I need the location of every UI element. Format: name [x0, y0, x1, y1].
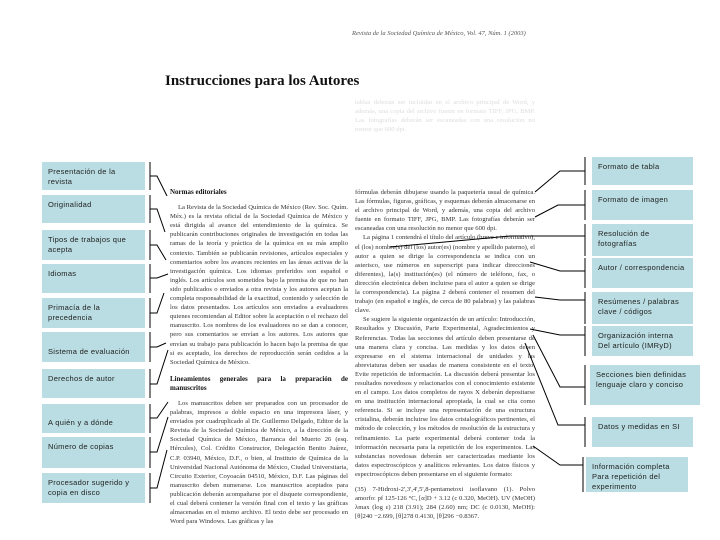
- label-informacion-completa: Información completa Para repetición del experimento: [586, 457, 688, 492]
- faint-show-through-text: tablas deberán ser incluidas en el archivo principal de Word, y además, una copia del archivo fuente en formato TIFF, JPG, BMP. Las fotografías deberán ser escaneadas con una resolución no menor que 600 dpi.: [355, 99, 535, 134]
- label-idiomas: Idiomas: [42, 264, 145, 293]
- paragraph: La Revista de la Sociedad Química de México (Rev. Soc. Quím. Méx.) es la revista oficial de la Sociedad Química de México y está dirigida al avance del entendimiento de la química. Se publicarán contribuciones originales de investigación en todas las ramas de la teoría y práctica de la química en su más amplio contexto. También se publicarán revisiones, artículos especiales y comentarios sobre los avances recientes en las áreas activas de la investigación química. Los idiomas preferidos son español e inglés. Los artículos son sometidos bajo la premisa de que no han sido publicados o enviados a otra revista y los autores aceptan la completa responsabilidad de la exactitud, contenido y selección de los datos presentados. Los artículos son enviados a evaluadores quienes recomiendan al Editor sobre la aceptación o el rechazo del manuscrito. Los nombres de los evaluadores no se dan a conocer, pero sus comentarios se envían a los autores. Los autores que envían su trabajo para publicación lo hacen bajo la premisa de que si es aceptado, los derechos de reproducción serán cedidos a la Sociedad Química de México.: [170, 204, 348, 366]
- heading-lineamientos: Lineamientos generales para la preparación de manuscritos: [170, 374, 348, 392]
- label-resumenes: Resúmenes / palabras clave / códigos: [592, 292, 693, 324]
- label-primacia: Primacía de la precedencia: [42, 298, 145, 328]
- paragraph: La página 1 contendrá el título del artículo (breve e informativo), el (los) nombre(s) del (los) autor(es) (nombre y apellido paterno), el autor a quien se dirige la correspondencia se indica con un asterisco, use números en superscript para indicar direcciones diferentes), la(s) institución(es) (el número de teléfono, fax, o dirección electrónica deben incluirse para el autor a quien se dirige la correspondencia). La página 2 deberá contener el resumen del trabajo (en español e inglés, de cerca de 80 palabras) y las palabras clave.: [355, 234, 535, 315]
- paragraph: Se sugiere la siguiente organización de un artículo: Introducción, Resultados y Discusión, Parte Experimental, Agradecimientos y Referencias. Todas las secciones del artículo deben presentarse de una manera clara y concisa. Las medidas y los datos deben expresarse en el sistema internacional de unidades y las abreviaturas deben ser usadas de manera consistente en el texto. Evite repetición de información. La discusión deberá presentar los resultados novedosos y relacionarlos con el conocimiento existente en el campo. Los datos completos de rayos X deberán depositarse en una institución internacional apropiada, la cual se cita como referencia. Si se incluye una representación de una estructura cristalina, deberán incluirse los datos cristalográficos pertinentes, el método de colección, y los métodos de resolución de la estructura y refinamiento. La parte experimental deberá contener toda la información necesaria para la repetición de los experimentos. Las substancias novedosas deberán ser caracterizadas mediante los datos espectroscópicos y analíticos relevantes. Los datos físicos y espectroscópicos deben presentarse en el siguiente formato:: [355, 316, 535, 478]
- paragraph: Los manuscritos deben ser preparados con un procesador de palabras, impresos a doble espacio en una impresora láser, y enviados por cuadruplicado al Dr. Guillermo Delgado, Editor de la Revista de la Sociedad Química de México, a la dirección de la Sociedad Química de México, Barranca del Muerto 26 (esq. Hércules), Col. Crédito Constructor, Delegación Benito Juárez, C.P. 03940, México, D.F., o bien, al Instituto de Química de la Universidad Nacional Autónoma de México, Ciudad Universitaria, Circuito Exterior, Coyoacán 04510, México, D.F. Las páginas del manuscrito deben numerarse. Los manuscritos aceptados para publicación deberán acompañarse por el disquete correspondiente, el cual deberá contener la versión final con el texto y las gráficas almacenadas en el mismo archivo. El texto debe ser procesado en Word para Windows. Las gráficas y las: [170, 399, 348, 526]
- running-head: Revista de la Sociedad Química de México, Vol. 47, Núm. 1 (2003): [352, 30, 526, 37]
- label-a-quien: A quién y a dónde: [42, 404, 145, 433]
- label-evaluacion: Sistema de evaluación: [42, 332, 145, 362]
- paragraph: (35) 7-Hidroxi-2',3',4',5',8-pentametoxi isoflavano (1). Polvo amorfo: pf 125-126 °C, [α]D + 3.12 (c 0.320, MeOH). UV (MeOH) λmax (log ε) 218 (3.91); 284 (2.60) nm; DC (c 0.0130, MeOH): [θ]240 −2.699, [θ]278 0.4130, [θ]296 −0.8367.: [355, 486, 535, 521]
- label-formato-imagen: Formato de imagen: [592, 190, 693, 220]
- label-derechos: Derechos de autor: [42, 369, 145, 398]
- right-brackets: [390, 157, 585, 492]
- label-tipos-trabajos: Tipos de trabajos que acepta: [42, 230, 145, 260]
- label-resolucion: Resolución de fotografías: [592, 224, 693, 256]
- heading-normas: Normas editoriales: [170, 188, 227, 196]
- label-procesador: Procesador sugerido y copia en disco: [42, 473, 145, 503]
- label-presentacion: Presentación de la revista: [42, 162, 145, 190]
- page-title: Instrucciones para los Autores: [165, 73, 360, 89]
- label-originalidad: Originalidad: [42, 195, 145, 223]
- paragraph: fórmulas deberán dibujarse usando la paquetería usual de química. Las fórmulas, figuras, gráficas, y esquemas deberán almacenarse en el archivo principal de Word, y además, una copia del archivo fuente en formato TIFF, JPG, BMP. Las fotografías deberán ser escaneadas con una resolución no menor que 600 dpi.: [355, 189, 535, 233]
- label-datos-si: Datos y medidas en SI: [592, 417, 693, 447]
- label-formato-tabla: Formato de tabla: [592, 157, 693, 185]
- label-numero-copias: Número de copias: [42, 437, 145, 468]
- label-secciones: Secciones bien definidas lenguaje claro y conciso: [590, 365, 700, 405]
- left-brackets: [150, 162, 168, 503]
- label-organizacion: Organización interna Del artículo (IMRyD): [592, 326, 693, 356]
- label-autor-correspondencia: Autor / correspondencia: [592, 258, 693, 288]
